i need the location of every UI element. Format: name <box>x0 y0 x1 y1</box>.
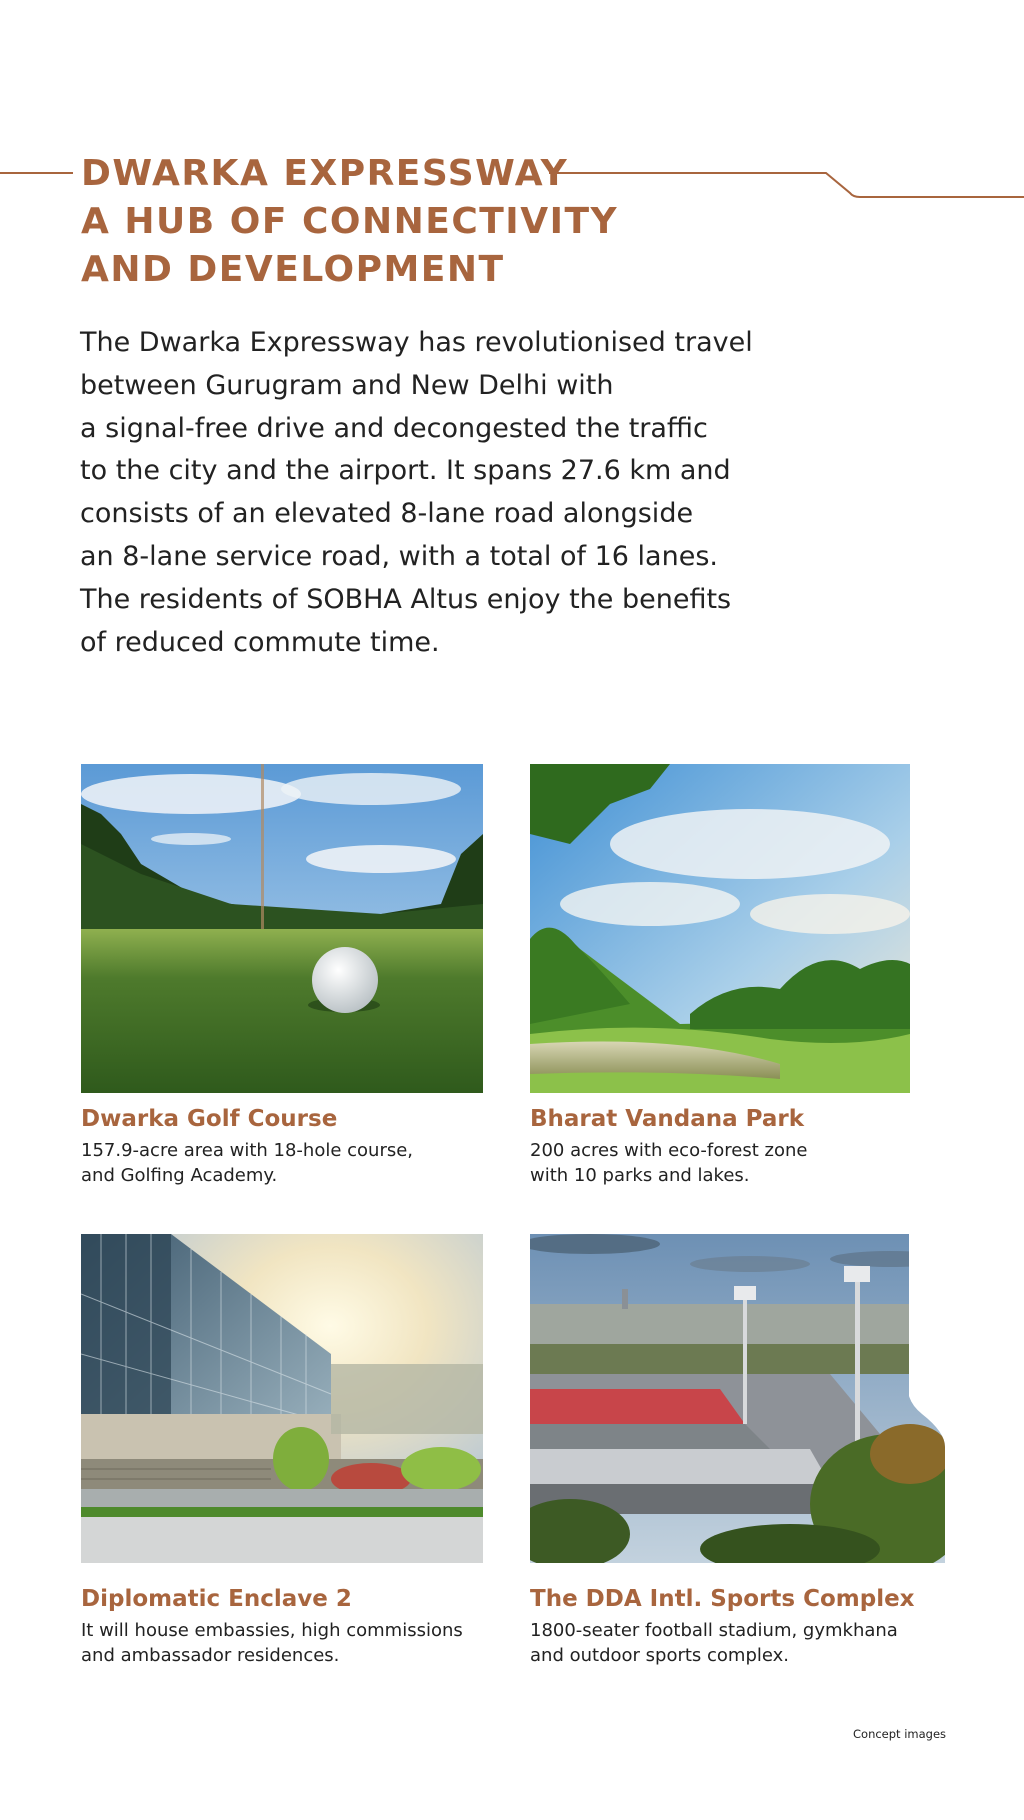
park-image <box>530 764 910 1093</box>
title-line-2: A HUB OF CONNECTIVITY <box>81 201 619 242</box>
card-title-golf: Dwarka Golf Course <box>81 1106 338 1132</box>
concept-images-note: Concept images <box>853 1727 947 1741</box>
intro-line: to the city and the airport. It spans 27.6 km and <box>80 455 731 487</box>
title-line-1: DWARKA EXPRESSWAY <box>81 153 569 194</box>
card-title-enclave: Diplomatic Enclave 2 <box>81 1586 352 1612</box>
sports-complex-image <box>530 1234 945 1563</box>
intro-line: between Gurugram and New Delhi with <box>80 369 614 401</box>
card-desc-park <box>530 1139 807 1188</box>
intro-line: The residents of SOBHA Altus enjoy the benefits <box>80 583 732 615</box>
title-line-3: AND DEVELOPMENT <box>81 249 505 290</box>
intro-line: a signal-free drive and decongested the traffic <box>80 412 708 444</box>
diplomatic-enclave-image <box>81 1234 483 1563</box>
intro-paragraph <box>80 322 780 664</box>
intro-line: consists of an elevated 8-lane road alongside <box>80 498 694 530</box>
intro-line: The Dwarka Expressway has revolutionised travel <box>80 327 753 358</box>
card-desc-enclave <box>81 1619 463 1668</box>
card-title-sports: The DDA Intl. Sports Complex <box>530 1586 915 1612</box>
card-desc-line: and Golfing Academy. <box>81 1164 278 1186</box>
page-title <box>81 150 618 294</box>
card-desc-line: and outdoor sports complex. <box>530 1644 790 1666</box>
card-desc-sports <box>530 1619 898 1668</box>
intro-line: of reduced commute time. <box>80 626 440 658</box>
card-desc-line: 200 acres with eco-forest zone <box>530 1140 808 1161</box>
intro-line: an 8-lane service road, with a total of 16 lanes. <box>80 540 718 572</box>
card-title-park: Bharat Vandana Park <box>530 1106 805 1132</box>
golf-course-image <box>81 764 483 1093</box>
card-desc-line: It will house embassies, high commissions <box>81 1620 463 1641</box>
card-desc-line: with 10 parks and lakes. <box>530 1164 750 1186</box>
card-desc-line: and ambassador residences. <box>81 1644 340 1666</box>
card-desc-line: 1800-seater football stadium, gymkhana <box>530 1620 898 1641</box>
card-desc-line: 157.9-acre area with 18-hole course, <box>81 1140 414 1161</box>
card-desc-golf <box>81 1139 413 1188</box>
